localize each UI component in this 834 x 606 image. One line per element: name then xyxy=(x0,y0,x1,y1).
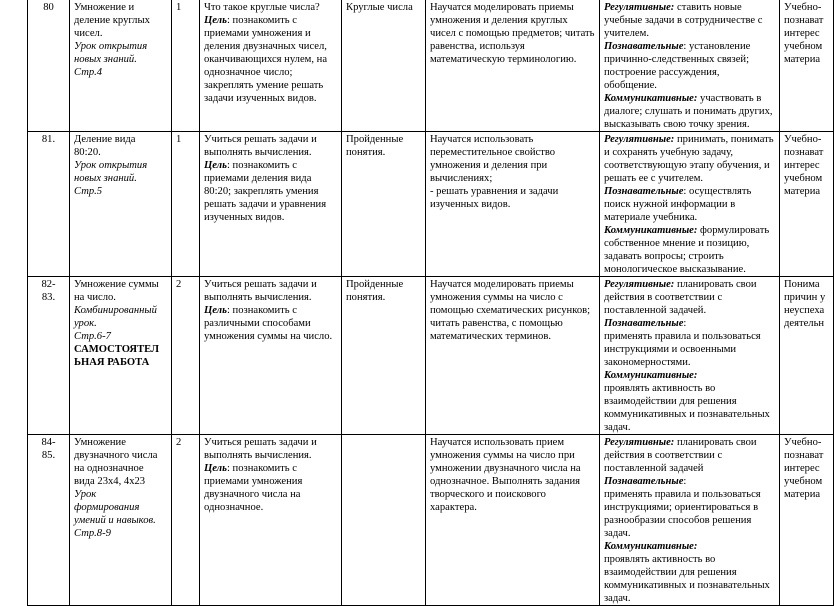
content-cell xyxy=(200,435,342,606)
uud-item xyxy=(604,92,775,131)
personal-result-line: интерес xyxy=(784,28,820,39)
personal-result-line: материа xyxy=(784,54,821,65)
content-goal xyxy=(204,462,337,514)
topic-title xyxy=(74,1,167,40)
topic-line: на число. xyxy=(74,292,116,303)
topic-line: Умножение xyxy=(74,437,126,448)
topic-cell xyxy=(70,277,172,435)
uud-label: Познавательные xyxy=(604,186,684,197)
goal-label: Цель xyxy=(204,160,227,171)
results-cell xyxy=(426,132,600,277)
uud-item xyxy=(604,40,775,92)
hours-cell xyxy=(172,0,200,132)
lesson-number-cell xyxy=(28,277,70,435)
uud-item xyxy=(604,436,775,475)
topic-line: Стр.5 xyxy=(74,186,103,197)
uud-item xyxy=(604,540,775,605)
content-lead: Что такое круглые числа? xyxy=(204,2,320,13)
content-cell xyxy=(200,0,342,132)
personal-results xyxy=(784,133,829,198)
goal-label: Цель xyxy=(204,463,227,474)
topic-line: Стр.8-9 xyxy=(74,528,111,539)
goal-label: Цель xyxy=(204,305,227,316)
topic-line: САМОСТОЯТЕЛ xyxy=(74,344,159,355)
topic-cell xyxy=(70,435,172,606)
hours-value: 1 xyxy=(176,2,182,13)
topic-line: деление круглых xyxy=(74,15,150,26)
lesson-number-cell xyxy=(28,132,70,277)
personal-result-line: причин у xyxy=(784,292,826,303)
topic-line: Стр.4 xyxy=(74,67,103,78)
results-text: Научатся моделировать приемы умножения и деления круглых чисел с помощью предметов; читать равенства, используя математическую терминологию. xyxy=(430,2,595,65)
personal-result-line: Учебно- xyxy=(784,134,822,145)
uud-label: Коммуникативные: xyxy=(604,225,698,236)
topic-line: Комбинированный xyxy=(74,305,157,316)
table-row xyxy=(28,435,834,606)
topic-note xyxy=(74,343,167,369)
hours-cell xyxy=(172,132,200,277)
concepts-cell xyxy=(342,132,426,277)
goal-label: Цель xyxy=(204,15,227,26)
personal-results xyxy=(784,1,829,66)
uud-label: Коммуникативные: xyxy=(604,370,698,381)
uud-text: : осуществлять поиск нужной информации в материале учебника. xyxy=(604,186,752,223)
hours-cell xyxy=(172,435,200,606)
topic-line: формирования xyxy=(74,502,140,513)
hours-value: 2 xyxy=(176,279,182,290)
personal-result-line: учебном xyxy=(784,476,823,487)
uud-label: Регулятивные: xyxy=(604,279,675,290)
topic-line: 80:20. xyxy=(74,147,101,158)
uud-text: : применять правила и пользоваться инструкциями и освоенными закономерностями. xyxy=(604,318,761,368)
uud-cell xyxy=(600,0,780,132)
topic-line: новых знаний. xyxy=(74,54,137,65)
lesson-type xyxy=(74,304,167,343)
table-row xyxy=(28,0,834,132)
content-cell xyxy=(200,132,342,277)
goal-text: : познакомить с приемами деления вида 80:20; закреплять умения решать задачи и уравнения изученных видов. xyxy=(204,160,327,223)
uud-item xyxy=(604,1,775,40)
topic-title xyxy=(74,278,167,304)
uud-label: Коммуникативные: xyxy=(604,93,698,104)
personal-result-line: познават xyxy=(784,15,824,26)
topic-line: Урок открытия xyxy=(74,41,148,52)
content-lead: Учиться решать задачи и выполнять вычисления. xyxy=(204,134,317,158)
table-row xyxy=(28,132,834,277)
topic-line: вида 23х4, 4х23 xyxy=(74,476,146,487)
topic-line: на однозначное xyxy=(74,463,144,474)
concepts-text: Пройденные понятия. xyxy=(346,279,404,303)
uud-label: Познавательные xyxy=(604,41,684,52)
lesson-type xyxy=(74,40,167,79)
uud-item xyxy=(604,185,775,224)
uud-list xyxy=(604,1,775,131)
uud-item xyxy=(604,475,775,540)
uud-text: : применять правила и пользоваться инструкциями; ориентироваться в разнообразии способов решения задач. xyxy=(604,476,761,539)
uud-item xyxy=(604,133,775,185)
content-cell xyxy=(200,277,342,435)
results-text: Научатся использовать переместительное свойство умножения и деления при вычислениях; - решать уравнения и задачи изученных видов. xyxy=(430,134,559,210)
uud-label: Регулятивные: xyxy=(604,437,675,448)
uud-text: проявлять активность во взаимодействии для решения коммуникативных и познавательных задач. xyxy=(604,383,770,433)
topic-line: Стр.6-7 xyxy=(74,331,111,342)
lesson-type xyxy=(74,488,167,540)
uud-text: : установление причинно-следственных связей; построение рассуждения, обобщение. xyxy=(604,41,751,91)
lesson-number: 82- 83. xyxy=(41,279,56,303)
personal-result-line: познават xyxy=(784,147,824,158)
topic-cell xyxy=(70,0,172,132)
uud-item xyxy=(604,317,775,369)
uud-list xyxy=(604,133,775,276)
results-cell xyxy=(426,277,600,435)
personal-result-line: Учебно- xyxy=(784,437,822,448)
uud-cell xyxy=(600,277,780,435)
uud-item xyxy=(604,369,775,434)
topic-line: Деление вида xyxy=(74,134,136,145)
topic-line: ЬНАЯ РАБОТА xyxy=(74,357,150,368)
topic-title xyxy=(74,133,167,159)
personal-results xyxy=(784,278,829,330)
topic-line: двузначного числа xyxy=(74,450,158,461)
lesson-number: 84- 85. xyxy=(41,437,56,461)
uud-label: Познавательные xyxy=(604,318,684,329)
content-goal xyxy=(204,304,337,343)
uud-cell xyxy=(600,132,780,277)
topic-line: умений и навыков. xyxy=(74,515,156,526)
uud-text: проявлять активность во взаимодействии для решения коммуникативных и познавательных задач. xyxy=(604,554,770,604)
personal-result-line: познават xyxy=(784,450,824,461)
personal-results-cell xyxy=(780,132,834,277)
hours-value: 2 xyxy=(176,437,182,448)
topic-line: Умножение и xyxy=(74,2,135,13)
uud-list xyxy=(604,278,775,434)
topic-line: чисел. xyxy=(74,28,103,39)
results-text: Научатся моделировать приемы умножения суммы на число с помощью схематических рисунков; читать равенства, с помощью математических терминов. xyxy=(430,279,591,342)
personal-result-line: материа xyxy=(784,186,821,197)
uud-label: Регулятивные: xyxy=(604,134,675,145)
concepts-cell xyxy=(342,277,426,435)
uud-item xyxy=(604,278,775,317)
personal-result-line: Понима xyxy=(784,279,820,290)
uud-text: планировать свои действия в соответствии с поставленной задачей xyxy=(604,437,757,474)
concepts-cell xyxy=(342,435,426,606)
personal-results-cell xyxy=(780,277,834,435)
topic-cell xyxy=(70,132,172,277)
content-lead: Учиться решать задачи и выполнять вычисления. xyxy=(204,437,317,461)
content-goal xyxy=(204,159,337,224)
uud-text: формулировать собственное мнение и позицию, задавать вопросы; строить монологическое высказывание. xyxy=(604,225,770,275)
uud-item xyxy=(604,224,775,276)
uud-text: ставить новые учебные задачи в сотрудничестве с учителем. xyxy=(604,2,763,39)
concepts-cell xyxy=(342,0,426,132)
personal-result-line: интерес xyxy=(784,463,820,474)
results-cell xyxy=(426,435,600,606)
personal-result-line: материа xyxy=(784,489,821,500)
lesson-number-cell xyxy=(28,0,70,132)
content-goal xyxy=(204,14,337,105)
uud-label: Коммуникативные: xyxy=(604,541,698,552)
topic-line: Урок xyxy=(74,489,97,500)
topic-line: Умножение суммы xyxy=(74,279,159,290)
uud-label: Познавательные xyxy=(604,476,684,487)
lesson-number-cell xyxy=(28,435,70,606)
lesson-number: 81. xyxy=(41,134,56,145)
goal-text: : познакомить с различными способами умножения суммы на число. xyxy=(204,305,333,342)
uud-text: принимать, понимать и сохранять учебную задачу, соответствующую этапу обучения, и решать ее с учителем. xyxy=(604,134,774,184)
topic-line: урок. xyxy=(74,318,97,329)
personal-results-cell xyxy=(780,435,834,606)
concepts-text: Пройденные понятия. xyxy=(346,134,404,158)
hours-cell xyxy=(172,277,200,435)
lesson-type xyxy=(74,159,167,198)
uud-text: участвовать в диалоге; слушать и понимать других, высказывать свою точку зрения. xyxy=(604,93,773,130)
personal-result-line: Учебно- xyxy=(784,2,822,13)
hours-value: 1 xyxy=(176,134,182,145)
personal-result-line: учебном xyxy=(784,173,823,184)
lesson-number: 80 xyxy=(43,2,54,13)
content-lead: Учиться решать задачи и выполнять вычисления. xyxy=(204,279,317,303)
personal-results-cell xyxy=(780,0,834,132)
goal-text: : познакомить с приемами умножения и деления двузначных чисел, оканчивающихся нулем, на однозначное число; закреплять умение решать задачи изученных видов. xyxy=(204,15,328,104)
personal-result-line: интерес xyxy=(784,160,820,171)
concepts-text: Круглые числа xyxy=(346,2,413,13)
goal-text: : познакомить с приемами умножения двузначного числа на однозначное. xyxy=(204,463,303,513)
topic-title xyxy=(74,436,167,488)
results-text: Научатся использовать прием умножения суммы на число при умножении двузначного числа на однозначное. Выполнять задания творческого и поискового характера. xyxy=(430,437,581,513)
uud-list xyxy=(604,436,775,605)
personal-result-line: учебном xyxy=(784,41,823,52)
topic-line: новых знаний. xyxy=(74,173,137,184)
uud-cell xyxy=(600,435,780,606)
table-row xyxy=(28,277,834,435)
uud-text: планировать свои действия в соответствии с поставленной задачей. xyxy=(604,279,757,316)
lesson-plan-table xyxy=(27,0,834,606)
topic-line: Урок открытия xyxy=(74,160,148,171)
uud-label: Регулятивные: xyxy=(604,2,675,13)
personal-result-line: неуспеха xyxy=(784,305,825,316)
personal-result-line: деятельн xyxy=(784,318,825,329)
results-cell xyxy=(426,0,600,132)
personal-results xyxy=(784,436,829,501)
